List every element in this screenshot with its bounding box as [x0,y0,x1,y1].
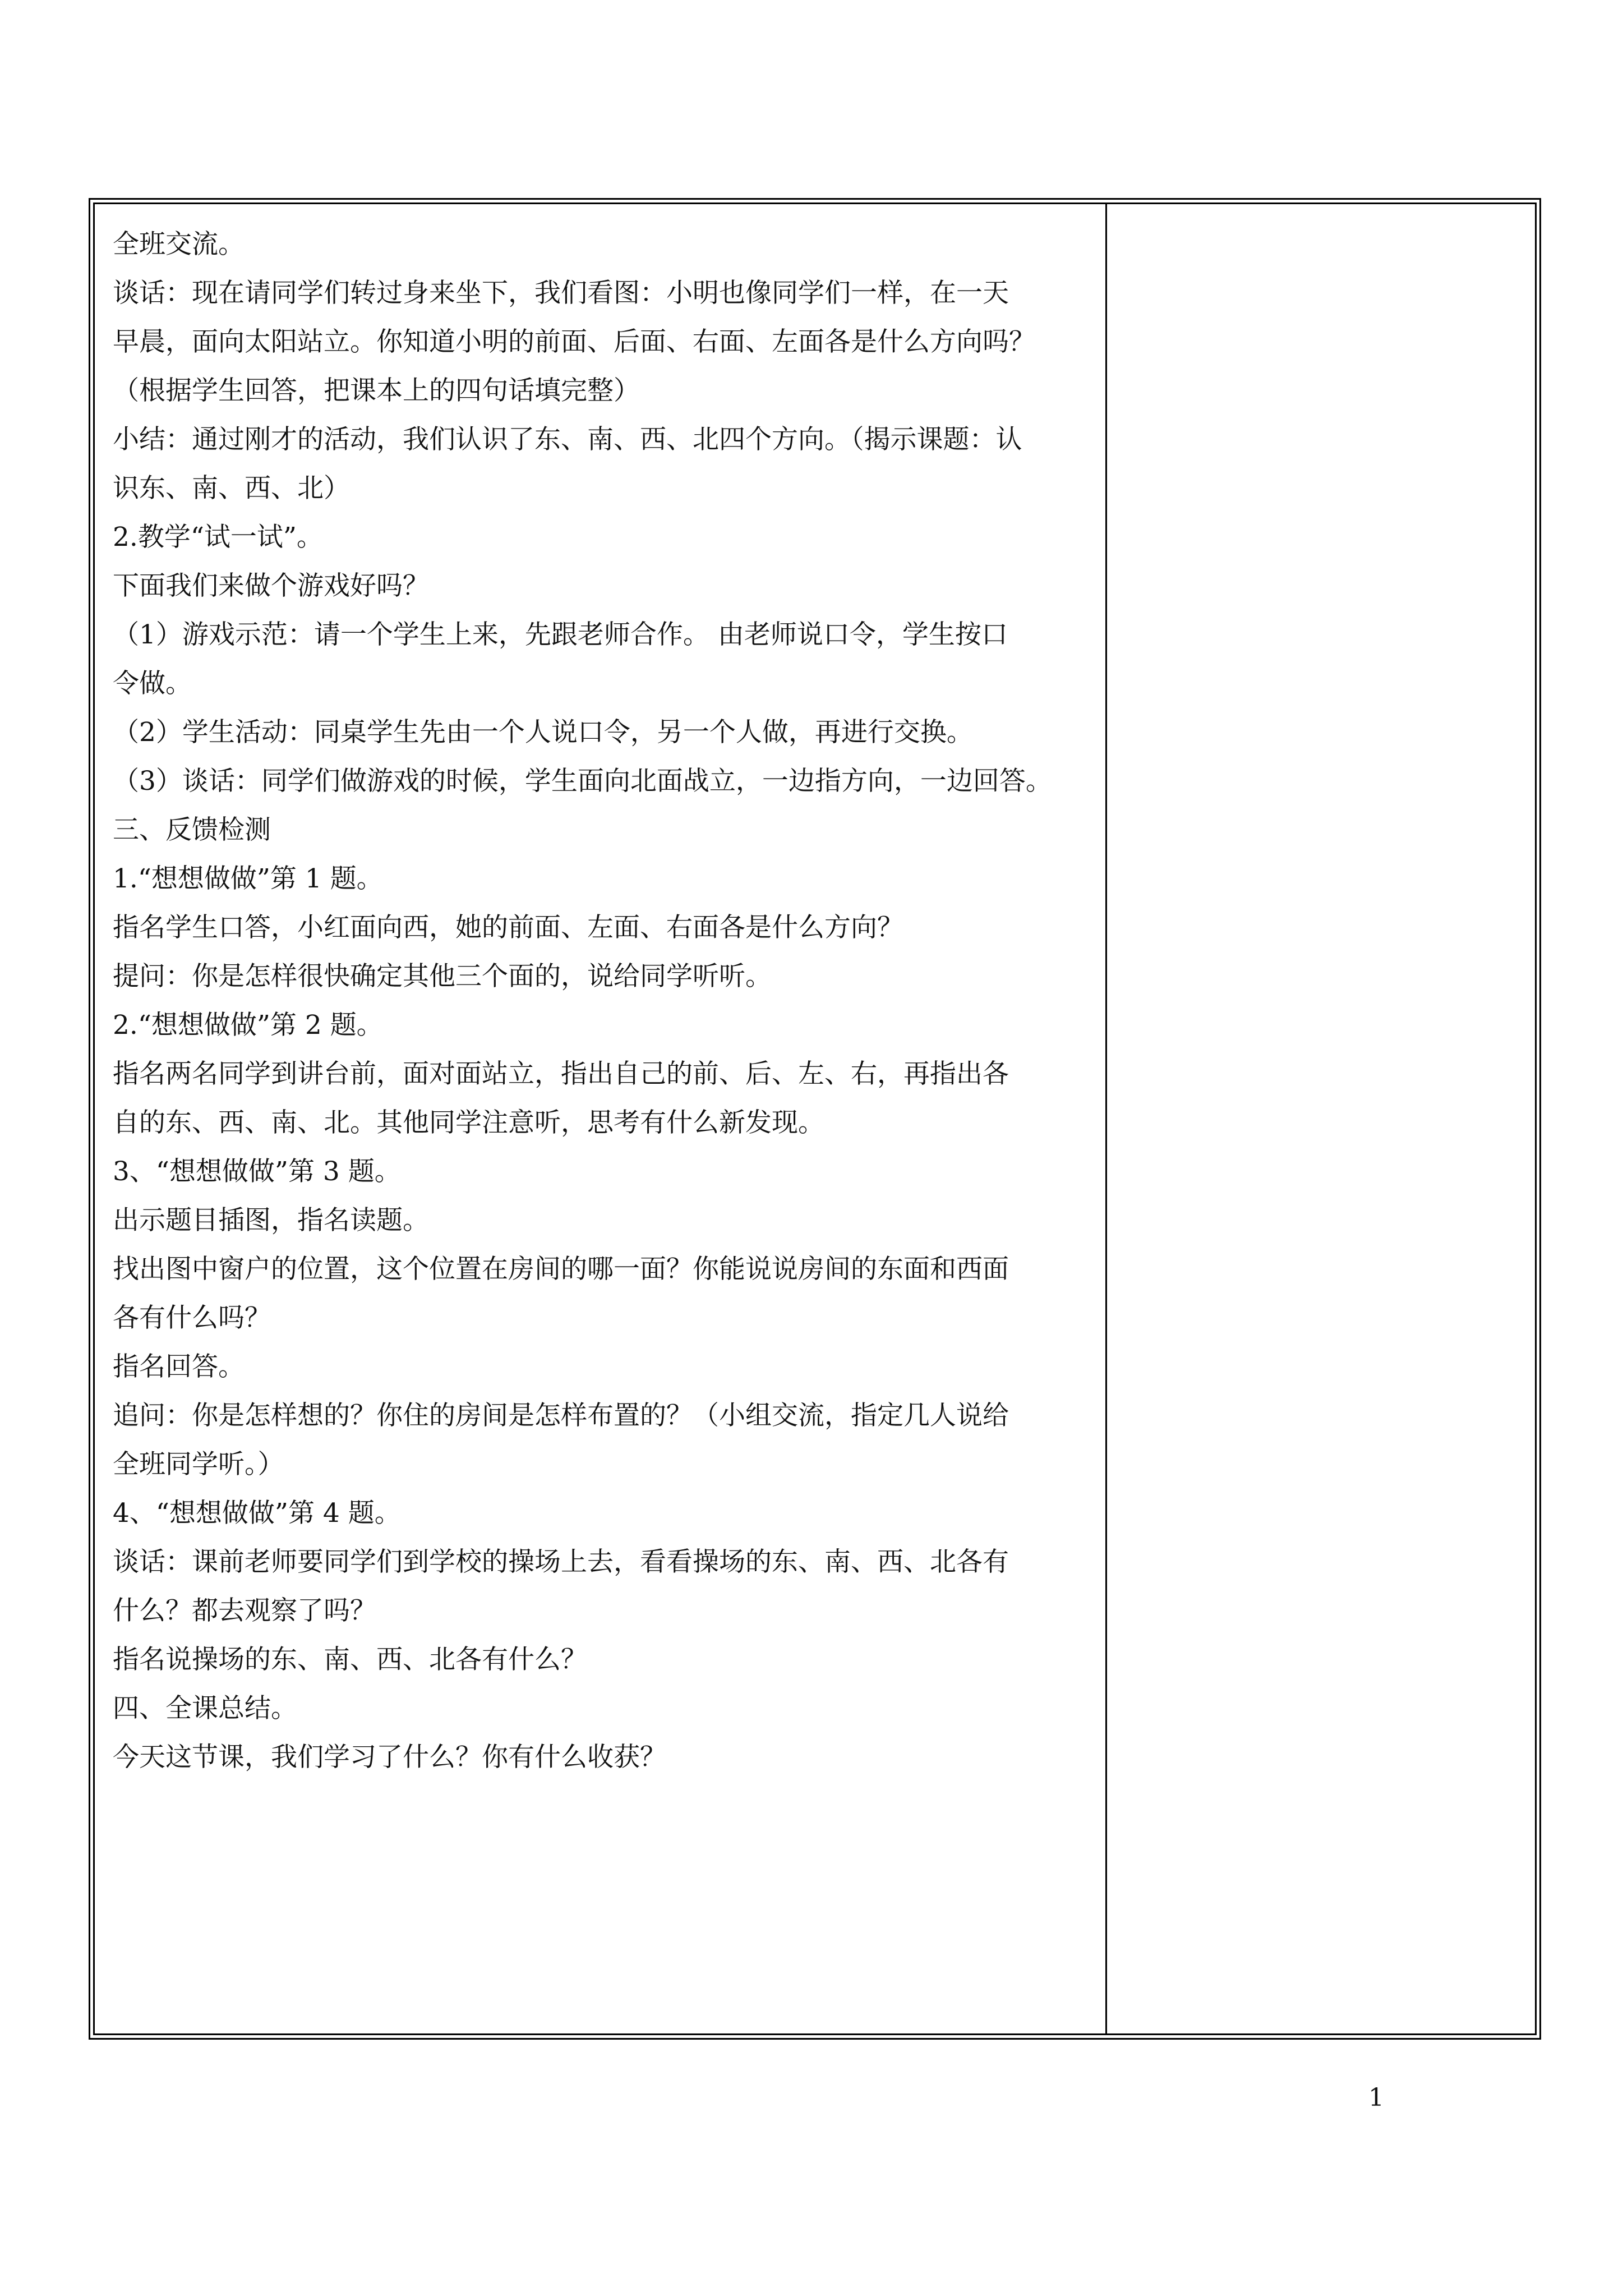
text-line: （2）学生活动：同桌学生先由一个人说口令，另一个人做，再进行交换。 [113,717,973,748]
lesson-table [89,198,1541,2040]
text-line: 下面我们来做个游戏好吗？ [113,570,429,601]
text-line: 识东、南、西、北） [113,473,350,504]
text-line: （3）谈话：同学们做游戏的时候，学生面向北面战立，一边指方向，一边回答。 [113,766,1052,797]
text-line: 2.教学“试一试”。 [113,522,323,553]
notes-cell [1107,204,1535,2033]
text-line: 追问：你是怎样想的？你住的房间是怎样布置的？（小组交流，指定几人说给 [113,1400,1009,1431]
text-line: 小结：通过刚才的活动，我们认识了东、南、西、北四个方向。（揭示课题：认 [113,424,1022,455]
text-line: 2.“想想做做”第 2 题。 [113,1010,383,1041]
text-line: 出示题目插图，指名读题。 [113,1205,429,1236]
text-line: 谈话：课前老师要同学们到学校的操场上去，看看操场的东、南、西、北各有 [113,1547,1009,1577]
text-line: 三、反馈检测 [113,815,271,845]
text-line: 令做。 [113,668,192,699]
text-line: 全班同学听。） [113,1449,284,1480]
text-line: 指名学生口答，小红面向西，她的前面、左面、右面各是什么方向？ [113,912,903,943]
text-line: 谈话：现在请同学们转过身来坐下，我们看图：小明也像同学们一样，在一天 [113,278,1009,309]
text-line: 指名说操场的东、南、西、北各有什么？ [113,1644,587,1675]
text-line: （根据学生回答，把课本上的四句话填完整） [113,375,640,406]
text-line: 1.“想想做做”第 1 题。 [113,863,383,894]
text-line: 3、“想想做做”第 3 题。 [113,1156,401,1187]
text-line: 什么？都去观察了吗？ [113,1595,376,1626]
text-line: 提问：你是怎样很快确定其他三个面的，说给同学听听。 [113,961,772,992]
text-line: 自的东、西、南、北。其他同学注意听，思考有什么新发现。 [113,1107,824,1138]
text-line: 早晨，面向太阳站立。你知道小明的前面、后面、右面、左面各是什么方向吗？ [113,326,1035,357]
text-line: 指名两名同学到讲台前，面对面站立，指出自己的前、后、左、右，再指出各 [113,1059,1009,1089]
text-line: （1）游戏示范：请一个学生上来，先跟老师合作。 由老师说口令，学生按口 [113,619,1008,650]
text-line: 指名回答。 [113,1351,245,1382]
text-line: 各有什么吗？ [113,1303,271,1333]
text-line: 4、“想想做做”第 4 题。 [113,1498,401,1529]
text-line: 找出图中窗户的位置，这个位置在房间的哪一面？你能说说房间的东面和西面 [113,1254,1009,1285]
text-line: 全班交流。 [113,229,245,260]
lesson-content-cell [95,204,1107,2033]
page-number: 1 [1368,2083,1384,2112]
text-line: 四、全课总结。 [113,1693,297,1724]
text-line: 今天这节课，我们学习了什么？你有什么收获？ [113,1742,666,1773]
lesson-table-inner [93,203,1537,2035]
